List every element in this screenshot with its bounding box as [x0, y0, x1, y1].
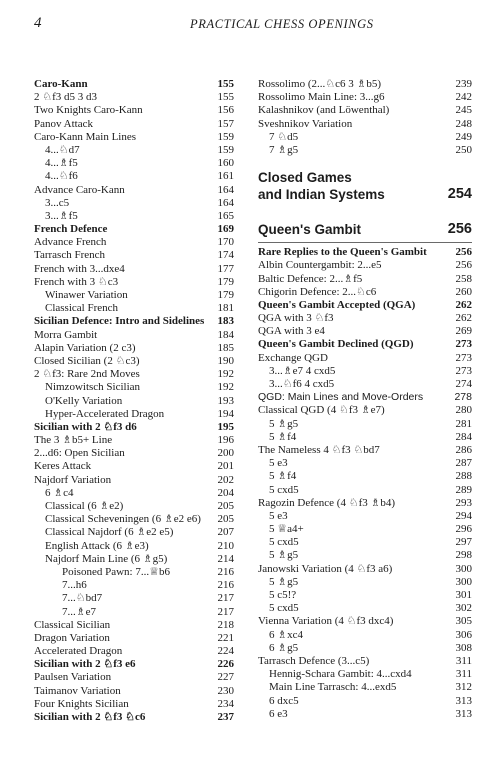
toc-entry[interactable] — [258, 365, 472, 378]
toc-entry-title: Classical QGD (4 ♘f3 ♗e7) — [258, 404, 385, 417]
toc-entry-page: 174 — [217, 249, 234, 262]
toc-entry-page: 296 — [455, 523, 472, 536]
toc-entry-title: 6 e3 — [269, 707, 288, 720]
toc-entry-page: 273 — [455, 351, 472, 364]
toc-entry[interactable] — [34, 104, 234, 117]
toc-entry[interactable] — [34, 540, 234, 553]
toc-entry-page: 302 — [455, 602, 472, 615]
toc-entry-page: 196 — [217, 434, 234, 447]
toc-entry-page: 184 — [217, 328, 234, 341]
toc-entry[interactable] — [258, 470, 472, 483]
toc-entry-title: Taimanov Variation — [34, 684, 121, 697]
toc-entry-title: Four Knights Sicilian — [34, 697, 129, 710]
toc-entry-title: Queen's Gambit Declined (QGD) — [258, 338, 414, 351]
toc-entry[interactable] — [258, 118, 472, 131]
toc-left-column — [34, 78, 234, 724]
toc-entry-title: 5 ♗g5 — [269, 549, 299, 562]
toc-entry-title: Classical French — [45, 302, 119, 315]
toc-entry-page: 258 — [455, 272, 472, 285]
toc-entry-page: 289 — [455, 483, 472, 496]
toc-entry-title: Baltic Defence: 2...♗f5 — [258, 272, 363, 285]
toc-entry[interactable] — [258, 523, 472, 536]
toc-entry-title: Janowski Variation (4 ♘f3 a6) — [258, 562, 393, 575]
toc-entry-title: Classical (6 ♗e2) — [45, 500, 124, 512]
toc-entry[interactable] — [34, 170, 234, 183]
toc-entry-title: 5 cxd5 — [269, 483, 299, 496]
toc-entry[interactable] — [34, 421, 234, 434]
toc-entry[interactable] — [34, 395, 234, 408]
toc-entry-title: 5 ♗g5 — [269, 575, 299, 588]
toc-entry-page: 239 — [455, 78, 472, 90]
toc-entry[interactable] — [258, 708, 472, 721]
toc-entry-page: 245 — [455, 104, 472, 117]
toc-entry[interactable] — [34, 78, 234, 91]
toc-entry[interactable] — [34, 592, 234, 605]
toc-entry[interactable] — [34, 474, 234, 487]
toc-entry-title: 5 c5!? — [269, 589, 297, 601]
toc-entry[interactable] — [34, 513, 234, 526]
toc-entry-page: 156 — [217, 104, 234, 117]
toc-entry[interactable] — [258, 378, 472, 391]
toc-entry-title: French with 3...dxe4 — [34, 262, 125, 275]
page-number: 4 — [34, 15, 42, 31]
toc-entry[interactable] — [34, 658, 234, 671]
toc-entry-page: 216 — [217, 579, 234, 592]
section-heading-page: 256 — [447, 221, 472, 238]
toc-entry-page: 294 — [455, 509, 472, 522]
toc-entry-page: 217 — [217, 605, 234, 618]
toc-entry-page: 224 — [217, 645, 234, 658]
toc-entry-title: Caro-Kann Main Lines — [34, 130, 137, 143]
toc-entry-title: 5 e3 — [269, 509, 288, 522]
toc-entry-title: Sicilian with 2 ♘f3 ♘c6 — [34, 711, 146, 723]
toc-entry-page: 273 — [455, 338, 472, 351]
toc-entry[interactable] — [258, 144, 472, 157]
running-head-title: PRACTICAL CHESS OPENINGS — [190, 17, 374, 31]
toc-entry-title: Keres Attack — [34, 460, 92, 473]
toc-entry-page: 250 — [455, 143, 472, 156]
toc-entry-title: 6 ♗c4 — [45, 486, 74, 499]
toc-entry[interactable] — [258, 338, 472, 351]
toc-entry-page: 269 — [455, 325, 472, 338]
toc-entry-title: French Defence — [34, 223, 108, 236]
toc-entry-page: 248 — [455, 117, 472, 130]
toc-entry-page: 217 — [217, 592, 234, 605]
toc-entry[interactable] — [258, 457, 472, 470]
toc-entry-title: Classical Scheveningen (6 ♗e2 e6) — [45, 513, 201, 526]
toc-entry-page: 226 — [217, 658, 234, 671]
toc-entry-page: 256 — [455, 246, 472, 259]
toc-entry-page: 221 — [217, 631, 234, 644]
toc-entry[interactable] — [258, 615, 472, 628]
toc-entry[interactable] — [34, 487, 234, 500]
toc-entry-page: 298 — [455, 549, 472, 562]
toc-entry-page: 293 — [455, 496, 472, 509]
toc-entry-page: 192 — [217, 381, 234, 394]
toc-entry[interactable] — [34, 329, 234, 342]
toc-entry-page: 227 — [217, 671, 234, 684]
section-heading-line1: Closed Games — [258, 170, 352, 186]
toc-entry-page: 242 — [455, 91, 472, 104]
toc-entry[interactable] — [34, 355, 234, 368]
toc-entry-title: 7...♘bd7 — [62, 592, 103, 605]
toc-entry[interactable] — [34, 131, 234, 144]
toc-entry-page: 262 — [455, 298, 472, 311]
toc-entry[interactable] — [258, 273, 472, 286]
toc-entry-title: 7...♗e7 — [62, 605, 96, 618]
toc-entry-title: Sveshnikov Variation — [258, 117, 353, 130]
toc-entry[interactable] — [258, 104, 472, 117]
toc-entry-title: Rossolimo (2...♘c6 3 ♗b5) — [258, 78, 381, 90]
toc-entry[interactable] — [34, 566, 234, 579]
toc-entry-title: Najdorf Variation — [34, 473, 112, 486]
toc-entry-title: Hyper-Accelerated Dragon — [45, 407, 165, 420]
toc-entry[interactable] — [34, 236, 234, 249]
toc-entry-title: Caro-Kann — [34, 78, 88, 90]
toc-entry-title: 6 dxc5 — [269, 694, 299, 707]
toc-entry-title: Morra Gambit — [34, 328, 98, 341]
toc-entry-title: 2...d6: Open Sicilian — [34, 447, 125, 460]
toc-entry[interactable] — [34, 711, 234, 724]
toc-entry-title: Albin Countergambit: 2...e5 — [258, 259, 382, 272]
toc-entry[interactable] — [258, 510, 472, 523]
toc-entry-page: 179 — [217, 275, 234, 288]
toc-entry[interactable] — [34, 223, 234, 236]
toc-entry-title: Panov Attack — [34, 117, 93, 130]
toc-entry-page: 305 — [455, 615, 472, 628]
toc-entry[interactable] — [258, 642, 472, 655]
toc-entry-title: Main Line Tarrasch: 4...exd5 — [269, 681, 397, 694]
toc-entry-title: 3...♗f5 — [45, 209, 78, 222]
toc-entry-title: Nimzowitsch Sicilian — [45, 381, 141, 394]
toc-entry-title: 3...♗e7 4 cxd5 — [269, 364, 336, 377]
toc-entry[interactable] — [34, 632, 234, 645]
toc-entry-page: 313 — [455, 707, 472, 720]
toc-entry-page: 192 — [217, 368, 234, 381]
toc-entry-title: The 3 ♗b5+ Line — [34, 434, 113, 447]
toc-entry[interactable] — [258, 325, 472, 338]
toc-entry-page: 185 — [217, 341, 234, 354]
toc-entry-title: Rossolimo Main Line: 3...g6 — [258, 91, 385, 104]
toc-entry-title: QGA with 3 e4 — [258, 325, 325, 338]
toc-entry-title: Tarrasch French — [34, 249, 106, 262]
toc-entry-page: 164 — [217, 196, 234, 209]
toc-entry-page: 312 — [455, 681, 472, 694]
toc-entry-page: 164 — [217, 183, 234, 196]
toc-entry-title: Accelerated Dragon — [34, 645, 123, 658]
toc-entry-page: 287 — [455, 457, 472, 470]
toc-entry-title: Dragon Variation — [34, 631, 110, 644]
toc-entry-title: The Nameless 4 ♘f3 ♘bd7 — [258, 443, 380, 456]
toc-entry-title: Advance French — [34, 236, 107, 249]
toc-entry-page: 210 — [217, 539, 234, 552]
toc-entry-title: Poisoned Pawn: 7...♕b6 — [62, 565, 170, 578]
toc-entry[interactable] — [34, 671, 234, 684]
toc-entry-title: Najdorf Main Line (6 ♗g5) — [45, 552, 168, 565]
toc-entry-page: 274 — [455, 378, 472, 390]
toc-entry[interactable] — [258, 418, 472, 431]
toc-entry[interactable] — [258, 655, 472, 668]
toc-entry[interactable] — [258, 131, 472, 144]
toc-entry[interactable] — [34, 289, 234, 302]
toc-entry-title: 5 cxd5 — [269, 602, 299, 615]
toc-entry-page: 288 — [455, 470, 472, 483]
toc-entry-page: 278 — [454, 391, 472, 404]
toc-entry-page: 179 — [217, 289, 234, 301]
section-heading-queens-gambit[interactable] — [258, 221, 472, 238]
toc-entry-title: 7...h6 — [62, 579, 87, 592]
toc-entry-title: Exchange QGD — [258, 351, 328, 364]
toc-entry-page: 155 — [217, 91, 234, 104]
toc-entry-title: 5 ♗f4 — [269, 470, 297, 483]
toc-entry-title: Vienna Variation (4 ♘f3 dxc4) — [258, 615, 394, 628]
toc-entry-page: 159 — [217, 130, 234, 143]
toc-entry-title: 6 ♗g5 — [269, 641, 299, 654]
toc-entry[interactable] — [258, 259, 472, 272]
toc-entry-page: 300 — [455, 562, 472, 575]
toc-entry[interactable] — [258, 563, 472, 576]
toc-right-column — [258, 78, 472, 721]
toc-entry-title: Sicilian with 2 ♘f3 e6 — [34, 658, 136, 671]
toc-entry-title: 7 ♗g5 — [269, 143, 299, 156]
toc-entry-page: 181 — [217, 302, 234, 315]
toc-entry-page: 202 — [217, 473, 234, 486]
toc-entry[interactable] — [34, 685, 234, 698]
toc-entry-title: Chigorin Defence: 2...♘c6 — [258, 285, 377, 298]
toc-entry[interactable] — [34, 447, 234, 460]
toc-entry-title: Queen's Gambit Accepted (QGA) — [258, 298, 416, 311]
toc-entry-page: 157 — [217, 117, 234, 130]
toc-entry-page: 300 — [455, 575, 472, 588]
toc-entry-page: 160 — [217, 157, 234, 170]
toc-entry-page: 155 — [217, 78, 234, 90]
toc-entry-page: 177 — [217, 262, 234, 275]
toc-entry[interactable] — [258, 602, 472, 615]
toc-entry-page: 308 — [455, 641, 472, 654]
toc-entry[interactable] — [258, 391, 472, 404]
toc-entry-page: 193 — [217, 394, 234, 407]
toc-entry-page: 204 — [217, 486, 234, 499]
toc-entry-page: 280 — [455, 404, 472, 417]
toc-entry-page: 256 — [455, 259, 472, 272]
toc-entry[interactable] — [34, 434, 234, 447]
toc-entry-title: Paulsen Variation — [34, 671, 112, 684]
toc-entry[interactable] — [258, 549, 472, 562]
toc-entry[interactable] — [34, 460, 234, 473]
toc-entry[interactable] — [34, 302, 234, 315]
section-heading-title: Queen's Gambit — [258, 222, 361, 238]
toc-entry[interactable] — [34, 698, 234, 711]
toc-entry-page: 207 — [217, 526, 234, 539]
toc-entry[interactable] — [258, 78, 472, 91]
toc-entry-title: Tarrasch Defence (3...c5) — [258, 654, 370, 667]
toc-entry[interactable] — [258, 431, 472, 444]
toc-entry[interactable] — [258, 299, 472, 312]
toc-entry-page: 214 — [217, 552, 234, 565]
toc-entry-title: 5 ♗f4 — [269, 430, 297, 443]
toc-entry-title: Advance Caro-Kann — [34, 183, 125, 196]
toc-entry-title: 5 ♗g5 — [269, 417, 299, 430]
section-heading-line2: and Indian Systems — [258, 187, 385, 203]
toc-entry-title: Hennig-Schara Gambit: 4...cxd4 — [269, 668, 412, 681]
toc-entry[interactable] — [258, 312, 472, 325]
toc-entry-page: 190 — [217, 354, 234, 367]
toc-entry-page: 194 — [217, 407, 234, 420]
toc-entry-title: Sicilian Defence: Intro and Sidelines — [34, 315, 205, 328]
toc-entry-title: Ragozin Defence (4 ♘f3 ♗b4) — [258, 496, 396, 509]
toc-entry[interactable] — [258, 404, 472, 417]
section-rule — [258, 242, 472, 243]
toc-entry[interactable] — [258, 576, 472, 589]
toc-entry-title: English Attack (6 ♗e3) — [45, 539, 149, 552]
toc-entry-title: QGD: Main Lines and Move-Orders — [258, 391, 424, 404]
toc-entry-page: 169 — [217, 223, 234, 236]
toc-entry[interactable] — [34, 526, 234, 539]
toc-entry-page: 170 — [217, 236, 234, 249]
toc-entry-page: 301 — [455, 589, 472, 601]
toc-entry-page: 205 — [217, 513, 234, 526]
toc-entry-title: 4...♗f5 — [45, 157, 78, 170]
toc-entry-title: 6 ♗xc4 — [269, 628, 303, 641]
toc-entry[interactable] — [34, 276, 234, 289]
toc-entry-page: 200 — [217, 447, 234, 460]
toc-entry[interactable] — [34, 368, 234, 381]
toc-entry-page: 216 — [217, 565, 234, 578]
toc-entry-title: Kalashnikov (and Löwenthal) — [258, 104, 390, 117]
toc-entry[interactable] — [258, 629, 472, 642]
toc-entry-page: 230 — [217, 684, 234, 697]
toc-entry-title: Classical Najdorf (6 ♗e2 e5) — [45, 526, 174, 539]
toc-entry[interactable] — [258, 497, 472, 510]
toc-entry-title: Sicilian with 2 ♘f3 d6 — [34, 420, 137, 433]
toc-entry-title: 5 ♕a4+ — [269, 523, 304, 536]
toc-entry-page: 195 — [217, 420, 234, 433]
toc-entry-page: 286 — [455, 443, 472, 456]
toc-entry-page: 313 — [455, 694, 472, 707]
toc-entry-title: 4...♘f6 — [45, 170, 78, 183]
toc-entry[interactable] — [258, 286, 472, 299]
section-heading-closed-games[interactable] — [258, 169, 472, 203]
toc-entry[interactable] — [34, 144, 234, 157]
toc-entry[interactable] — [34, 118, 234, 131]
toc-entry[interactable] — [258, 668, 472, 681]
toc-entry-title: 4...♘d7 — [45, 143, 80, 156]
toc-entry-title: Alapin Variation (2 c3) — [34, 341, 136, 354]
toc-entry[interactable] — [34, 184, 234, 197]
toc-entry-page: 284 — [455, 430, 472, 443]
toc-entry-title: 2 ♘f3 d5 3 d3 — [34, 91, 98, 104]
toc-entry-title: 7 ♘d5 — [269, 130, 299, 143]
toc-entry-title: Winawer Variation — [45, 289, 128, 301]
toc-entry[interactable] — [34, 381, 234, 394]
toc-entry-page: 183 — [217, 315, 234, 328]
toc-entry-page: 161 — [217, 170, 234, 183]
toc-entry[interactable] — [34, 408, 234, 421]
toc-entry-page: 273 — [455, 364, 472, 377]
toc-entry-title: Rare Replies to the Queen's Gambit — [258, 246, 427, 259]
toc-entry-title: Classical Sicilian — [34, 618, 111, 631]
toc-entry-page: 165 — [217, 209, 234, 222]
toc-entry[interactable] — [258, 484, 472, 497]
toc-entry-page: 234 — [217, 697, 234, 710]
toc-entry-page: 281 — [455, 417, 472, 430]
toc-entry[interactable] — [258, 444, 472, 457]
toc-entry[interactable] — [34, 342, 234, 355]
toc-entry-page: 311 — [455, 654, 472, 667]
toc-entry-title: 5 cxd5 — [269, 536, 299, 549]
toc-entry-title: 2 ♘f3: Rare 2nd Moves — [34, 368, 140, 381]
toc-entry[interactable] — [34, 157, 234, 170]
toc-entry-page: 297 — [455, 536, 472, 549]
toc-entry[interactable] — [34, 606, 234, 619]
section-heading-page: 254 — [447, 186, 472, 203]
toc-entry[interactable] — [34, 210, 234, 223]
toc-entry-page: 218 — [217, 618, 234, 631]
toc-entry[interactable] — [34, 553, 234, 566]
toc-entry-title: 3...c5 — [45, 196, 70, 209]
toc-entry-page: 237 — [217, 711, 234, 723]
toc-entry[interactable] — [258, 246, 472, 259]
toc-entry-title: Closed Sicilian (2 ♘c3) — [34, 354, 140, 367]
toc-entry-title: 3...♘f6 4 cxd5 — [269, 378, 335, 390]
toc-entry[interactable] — [258, 91, 472, 104]
toc-entry[interactable] — [258, 681, 472, 694]
toc-entry[interactable] — [34, 197, 234, 210]
toc-entry-title: French with 3 ♘c3 — [34, 275, 119, 288]
toc-entry[interactable] — [34, 315, 234, 328]
toc-entry[interactable] — [34, 263, 234, 276]
toc-entry-page: 306 — [455, 628, 472, 641]
toc-entry-page: 260 — [455, 285, 472, 298]
toc-entry-page: 262 — [455, 312, 472, 325]
toc-entry-title: O'Kelly Variation — [45, 394, 123, 407]
toc-entry-page: 201 — [217, 460, 234, 473]
toc-entry-page: 205 — [217, 500, 234, 512]
toc-entry[interactable] — [258, 536, 472, 549]
toc-entry-title: QGA with 3 ♘f3 — [258, 312, 334, 325]
toc-entry[interactable] — [34, 645, 234, 658]
toc-entry[interactable] — [34, 91, 234, 104]
toc-entry-page: 311 — [455, 668, 472, 681]
toc-entry-page: 249 — [455, 130, 472, 143]
toc-entry[interactable] — [258, 589, 472, 602]
toc-entry[interactable] — [34, 619, 234, 632]
toc-entry-title: 5 e3 — [269, 457, 288, 470]
toc-entry[interactable] — [34, 500, 234, 513]
toc-entry-page: 159 — [217, 143, 234, 156]
toc-entry[interactable] — [34, 249, 234, 262]
toc-entry-title: Two Knights Caro-Kann — [34, 104, 143, 117]
toc-entry[interactable] — [34, 579, 234, 592]
toc-entry[interactable] — [258, 695, 472, 708]
toc-entry[interactable] — [258, 352, 472, 365]
